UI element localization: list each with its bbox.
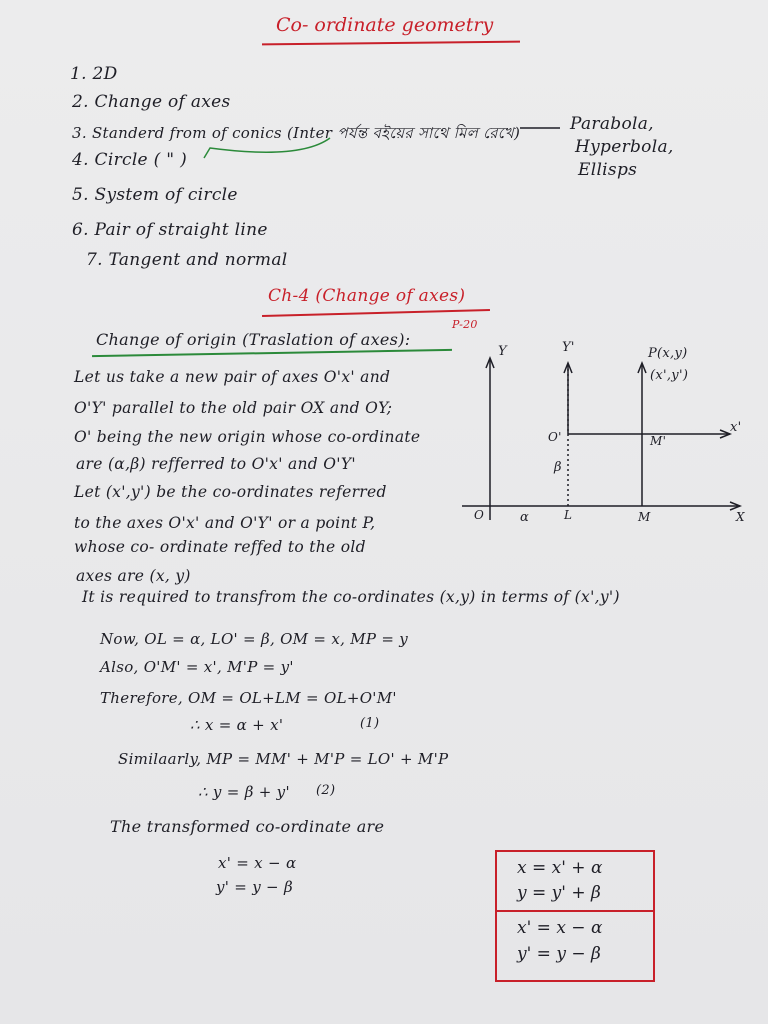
label-beta: β	[554, 460, 562, 475]
label-x: X	[736, 510, 745, 524]
label-point-p-prime: (x',y')	[650, 368, 689, 383]
derivation-line: ∴ y = β + y'	[198, 783, 290, 801]
topic-item: 1. 2D	[70, 64, 118, 84]
chapter-heading: Ch-4 (Change of axes)	[268, 286, 466, 306]
derivation-line: The transformed co-ordinate are	[110, 817, 385, 836]
topic-item: 5. System of circle	[72, 185, 238, 205]
body-line: are (α,β) refferred to O'x' and O'Y'	[76, 455, 356, 473]
derivation-line: ∴ x = α + x'	[190, 716, 284, 734]
derivation-line: x' = x − α	[218, 854, 297, 872]
body-line: Let (x',y') be the co-ordinates referred	[74, 483, 387, 501]
body-line: whose co- ordinate reffed to the old	[74, 538, 366, 556]
derivation-line: Therefore, OM = OL+LM = OL+O'M'	[100, 689, 397, 707]
topic-item: 7. Tangent and normal	[86, 250, 288, 270]
page-title: Co- ordinate geometry	[276, 14, 494, 36]
topic-item: 6. Pair of straight line	[72, 220, 268, 240]
derivation-line: Also, O'M' = x', M'P = y'	[100, 658, 294, 676]
label-y-prime: Y'	[562, 340, 575, 355]
label-point-p: P(x,y)	[648, 346, 688, 361]
label-o-prime: O'	[548, 430, 562, 444]
label-x-prime: x'	[730, 420, 742, 435]
body-line: O' being the new origin whose co-ordinate	[74, 428, 421, 446]
conic-item: Hyperbola,	[575, 137, 674, 157]
body-line: to the axes O'x' and O'Y' or a point P,	[74, 514, 376, 532]
conic-item: Ellisps	[578, 160, 638, 180]
derivation-line: Now, OL = α, LO' = β, OM = x, MP = y	[100, 630, 409, 648]
equation-mark-2: (2)	[316, 783, 336, 798]
body-line: Let us take a new pair of axes O'x' and	[74, 368, 391, 386]
derivation-line: Similaarly, MP = MM' + M'P = LO' + M'P	[118, 750, 449, 768]
page-reference: P-20	[452, 318, 478, 331]
body-line: axes are (x, y)	[76, 567, 191, 585]
box-formula: x' = x − α	[517, 918, 603, 938]
box-formula: x = x' + α	[517, 858, 603, 878]
label-l: L	[564, 508, 573, 522]
body-line: It is required to transfrom the co-ordinates (x,y) in terms of (x',y')	[82, 588, 620, 606]
equation-mark-1: (1)	[360, 716, 380, 731]
label-alpha: α	[520, 510, 530, 525]
derivation-line: y' = y − β	[216, 878, 293, 896]
label-y: Y	[498, 344, 507, 359]
conic-item: Parabola,	[570, 114, 654, 134]
body-line: O'Y' parallel to the old pair OX and OY;	[74, 399, 393, 417]
label-m-prime: M'	[650, 434, 667, 448]
box-formula: y' = y − β	[517, 944, 601, 964]
section-heading: Change of origin (Traslation of axes):	[96, 330, 411, 349]
topic-item: 2. Change of axes	[72, 92, 231, 112]
label-m: M	[638, 510, 651, 524]
label-origin: O	[474, 508, 485, 522]
box-formula: y = y' + β	[517, 883, 601, 903]
reference-arrow	[204, 138, 330, 158]
topic-item: 4. Circle ( " )	[72, 150, 188, 170]
topic-item: 3. Standerd from of conics (Inter পর্যন্ত বইয়ের সাথে মিল রেখে)	[72, 124, 521, 142]
